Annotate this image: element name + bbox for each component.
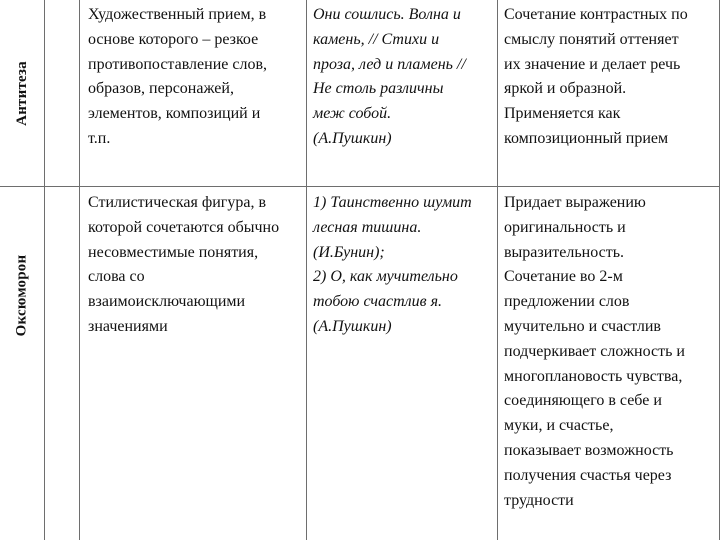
term-label: Оксюморон [13, 254, 30, 337]
definition-cell: Стилистическая фигура, в которой сочетаются обычно несовместимые понятия, слова со взаимоисключающими значениями [88, 194, 280, 335]
example-cell: Они сошлись. Волна и камень, // Стихи и проза, лед и пламень // Не столь различны меж собой. (А.Пушкин) [313, 6, 466, 147]
term-label: Антитеза [13, 60, 30, 126]
term-cell [0, 187, 44, 540]
column-divider [79, 0, 80, 540]
column-divider [497, 0, 498, 540]
definition-cell: Художественный прием, в основе которого – резкое противопоставление слов, образов, персонажей, элементов, композиций и т.п. [88, 6, 267, 147]
function-cell: Сочетание контрастных по смыслу понятий оттеняет их значение и делает речь яркой и образной. Применяется как композиционный прием [504, 6, 688, 147]
example-cell: 1) Таинственно шумит лесная тишина. (И.Бунин); 2) О, как мучительно тобою счастлив я. (А.Пушкин) [313, 194, 472, 335]
function-cell: Придает выражению оригинальность и выразительность. Сочетание во 2-м предложении слов мучительно и счастлив подчеркивает сложность и многоплановость чувства, соединяющего в себе и муки, и счастье, показывает возможность получения счастья через трудности [504, 194, 685, 509]
column-divider [306, 0, 307, 540]
column-divider [44, 0, 45, 540]
term-cell [0, 0, 44, 186]
row-divider [0, 186, 720, 187]
